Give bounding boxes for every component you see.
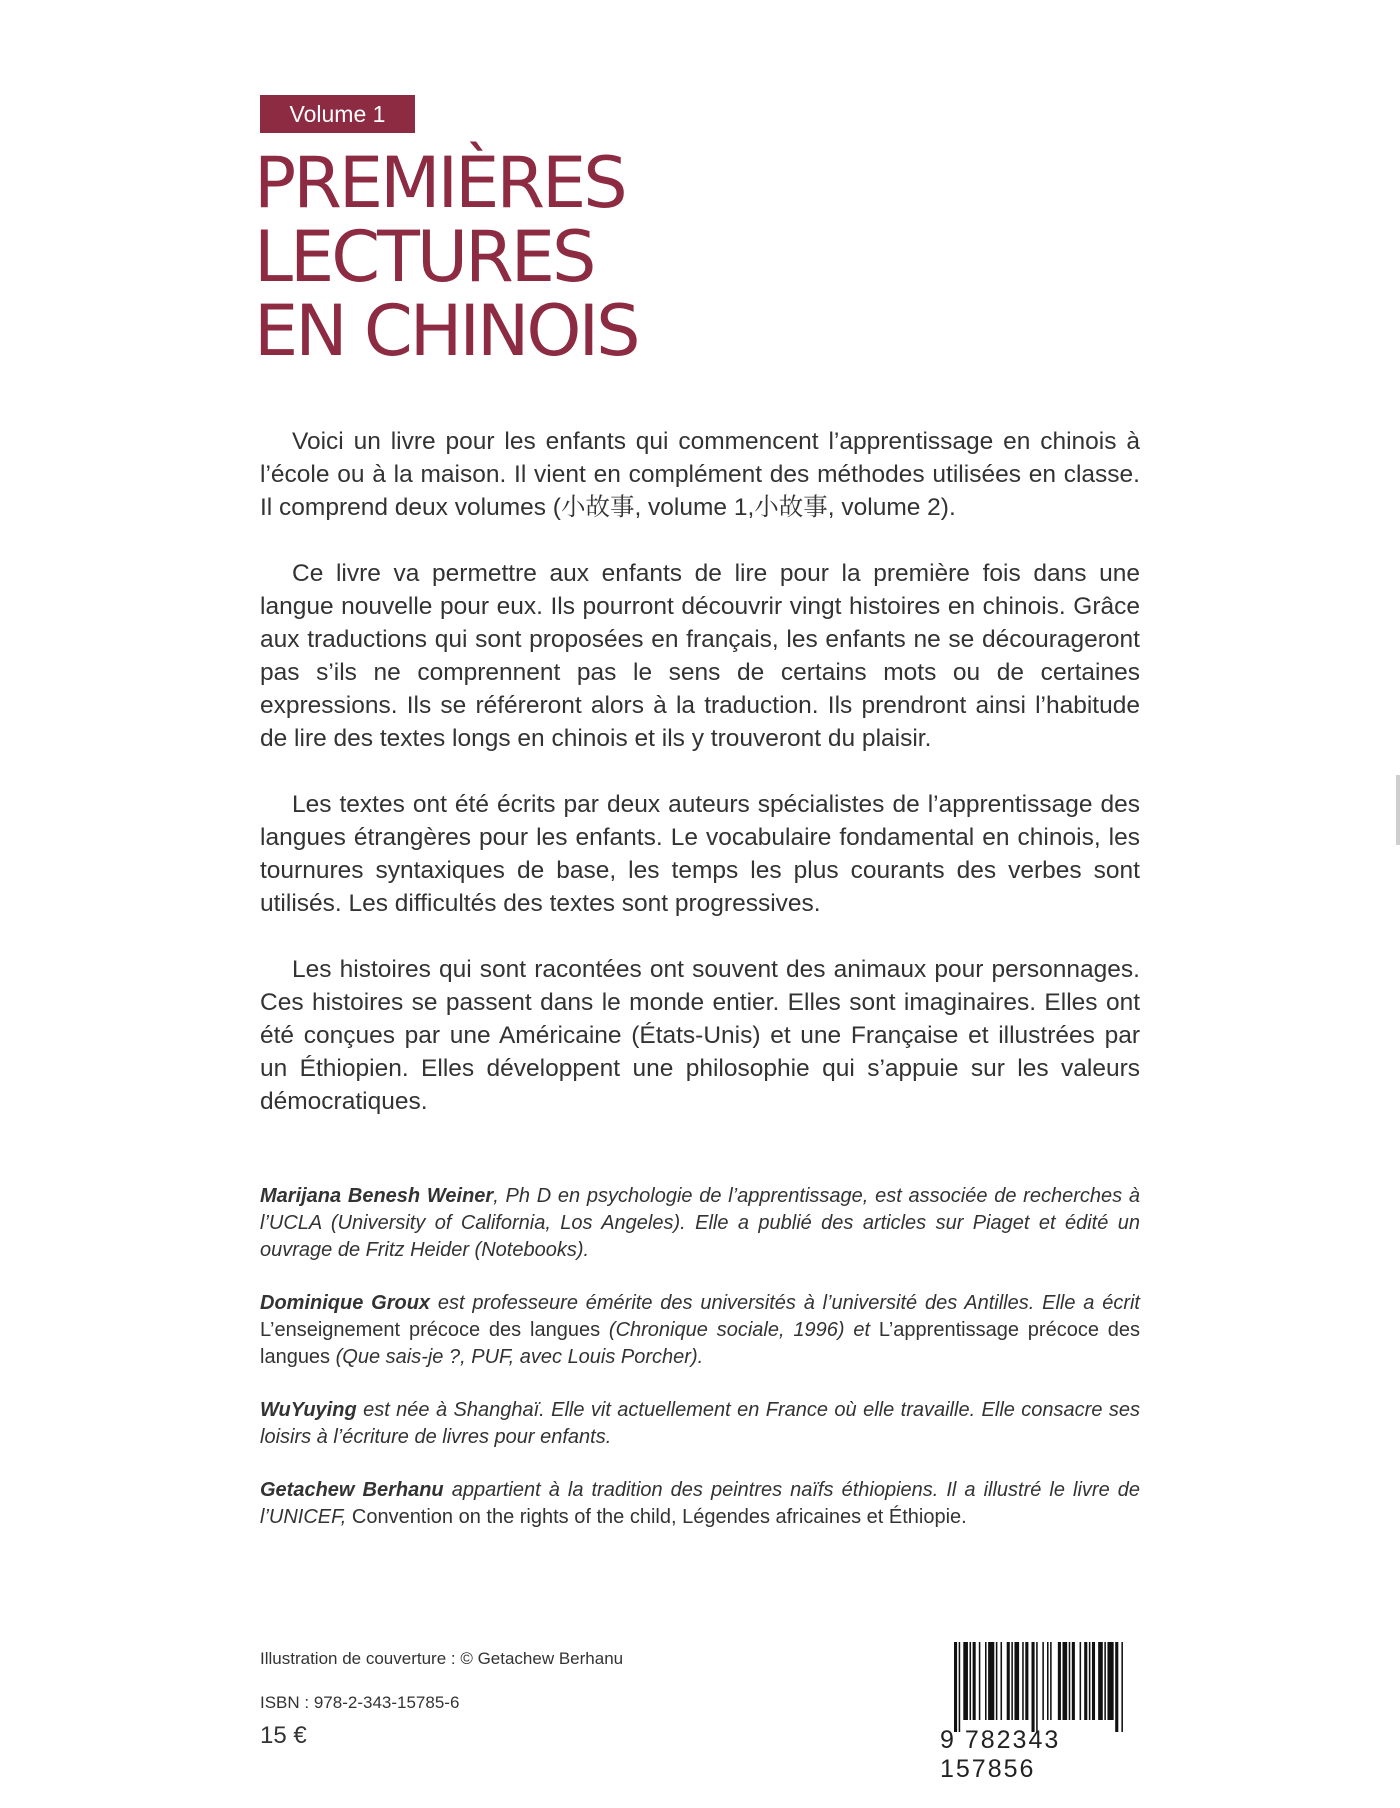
work-title: L’apprentissage précoce des langues xyxy=(260,1319,1141,1368)
author-bio-berhanu xyxy=(260,1477,1140,1531)
barcode-bar xyxy=(1072,1642,1075,1720)
barcode-bar xyxy=(1022,1642,1024,1720)
description-paragraph-4: Les histoires qui sont racontées ont souvent des animaux pour personnages. Ces histoires se passent dans le monde entier. Elles sont imaginaires. Elles ont été conçues par une Américaine (États-Unis) et une Française et illustrées par un Éthiopien. Elles développent une philosophie qui s’appuie sur les valeurs démocratiques. xyxy=(260,956,1140,1115)
author-name: WuYuying xyxy=(260,1399,357,1421)
barcode-bar xyxy=(1084,1642,1087,1720)
isbn: ISBN : 978-2-343-15785-6 xyxy=(260,1693,460,1712)
barcode-number: 9 782343 157856 xyxy=(940,1726,1061,1783)
barcode-bar xyxy=(1014,1642,1019,1720)
barcode-bar xyxy=(1121,1642,1123,1732)
author-name: Marijana Benesh Weiner xyxy=(260,1185,494,1207)
cover-illustration-credit: Illustration de couverture : © Getachew Berhanu xyxy=(260,1649,624,1668)
barcode-bar xyxy=(1089,1642,1091,1720)
author-bio-weiner xyxy=(260,1183,1140,1264)
volume-label: Volume 1 xyxy=(260,95,415,133)
barcode-bar xyxy=(1047,1642,1049,1720)
barcode-bar xyxy=(963,1642,968,1720)
barcode-bar xyxy=(1032,1642,1035,1732)
page-edge-mark xyxy=(1396,775,1400,845)
title-line-2: LECTURES xyxy=(254,216,594,298)
author-bio-text: (Chronique sociale, 1996) et xyxy=(600,1319,879,1341)
barcode-bar xyxy=(996,1642,998,1720)
book-title xyxy=(254,142,638,372)
barcode-bar xyxy=(1036,1642,1038,1732)
barcode-bar xyxy=(1058,1642,1061,1720)
barcode-bar xyxy=(959,1642,961,1732)
author-name: Getachew Berhanu xyxy=(260,1479,444,1501)
author-bio-groux xyxy=(260,1290,1140,1371)
barcode-bar xyxy=(1050,1642,1052,1720)
barcode-bar xyxy=(970,1642,972,1720)
author-bios xyxy=(260,1183,1140,1557)
price: 15 € xyxy=(260,1722,307,1749)
barcode-bar xyxy=(1001,1642,1003,1720)
barcode-bar xyxy=(1069,1642,1071,1720)
barcode-bar xyxy=(1107,1642,1113,1720)
author-bio-text: est née à Shanghaï. Elle vit actuellement en France où elle travaille. Elle consacre ses loisirs à l’écriture de livres pour enfants. xyxy=(260,1399,1140,1448)
description-paragraph-1: Voici un livre pour les enfants qui commencent l’apprentissage en chinois à l’école ou à la maison. Il vient en complément des méthodes utilisées en classe. Il comprend deux volumes (小故事, volume 1,小故事, volume 2). xyxy=(260,428,1140,521)
description-paragraph-2: Ce livre va permettre aux enfants de lire pour la première fois dans une langue nouvelle pour eux. Ils pourront découvrir vingt histoires en chinois. Grâce aux traductions qui sont proposées en français, les enfants ne se décourageront pas s’ils ne comprennent pas le sens de certains mots ou de certaines expressions. Ils se référeront alors à la traduction. Ils prendront ainsi l’habitude de lire des textes longs en chinois et ils y trouveront du plaisir. xyxy=(260,560,1140,752)
barcode-bar xyxy=(1007,1642,1010,1720)
author-name: Dominique Groux xyxy=(260,1292,431,1314)
barcode-bar xyxy=(985,1642,987,1720)
work-title: L’enseignement précoce des langues xyxy=(260,1319,601,1341)
author-bio-text: (Que sais-je ?, PUF, avec Louis Porcher). xyxy=(330,1346,704,1368)
author-bio-text: , Ph D en psychologie de l’apprentissage, est associée de recherches à l’UCLA (University of California, Los Angeles). Elle a publié des articles sur Piaget et édité un ouvrage de Fritz Heider (Notebooks). xyxy=(260,1185,1140,1261)
barcode-bar xyxy=(1098,1642,1103,1720)
barcode-bar xyxy=(1025,1642,1028,1720)
barcode-bar xyxy=(1042,1642,1044,1720)
author-bio-text: appartient à la tradition des peintres naïfs éthiopiens. Il a illustré le livre de l’UNICEF, xyxy=(260,1479,1140,1528)
barcode-bar xyxy=(1011,1642,1013,1720)
barcode-bar xyxy=(1104,1642,1106,1720)
description-block xyxy=(260,425,1140,1151)
barcode-bar xyxy=(954,1642,957,1732)
work-title: Convention on the rights of the child, Légendes africaines et Éthiopie. xyxy=(351,1506,967,1528)
barcode-bar xyxy=(1080,1642,1082,1720)
barcode-bar xyxy=(1115,1642,1118,1732)
barcode-bar xyxy=(1092,1642,1095,1720)
barcode-bar xyxy=(979,1642,981,1720)
barcode-bar xyxy=(973,1642,976,1720)
title-line-1: PREMIÈRES xyxy=(254,142,625,224)
barcode-bar xyxy=(1063,1642,1068,1720)
description-paragraph-3: Les textes ont été écrits par deux auteurs spécialistes de l’apprentissage des langues étrangères pour les enfants. Le vocabulaire fondamental en chinois, les tournures syntaxiques de base, les temps les plus courants des verbes sont utilisés. Les difficultés des textes sont progressives. xyxy=(260,791,1140,917)
barcode xyxy=(940,1642,1156,1783)
title-line-3: EN CHINOIS xyxy=(254,290,638,372)
author-bio-text: est professeure émérite des universités à l’université des Antilles. Elle a écrit xyxy=(430,1292,1140,1314)
author-bio-wu xyxy=(260,1397,1140,1451)
barcode-bars xyxy=(940,1642,1156,1732)
barcode-bar xyxy=(988,1642,994,1720)
